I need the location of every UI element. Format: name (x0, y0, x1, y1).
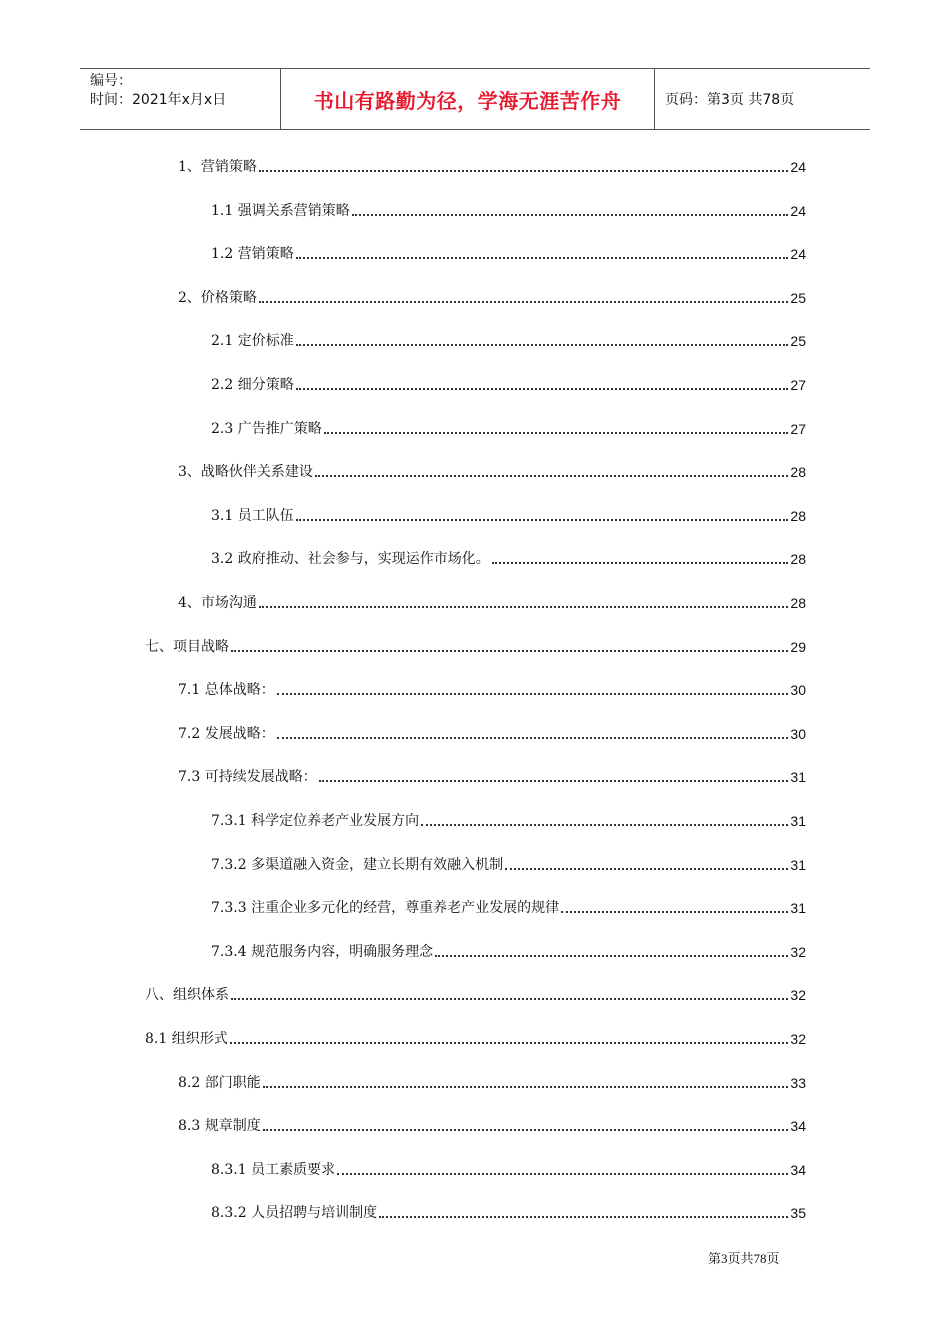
toc-entry-title: 8.3.2 人员招聘与培训制度 (211, 1205, 378, 1222)
toc-entry-title: 7.3.4 规范服务内容，明确服务理念 (211, 943, 434, 960)
toc-entry-page: 27 (790, 377, 806, 393)
toc-leader-dots (561, 911, 788, 913)
toc-entry-title: 7.2 发展战略： (178, 725, 275, 742)
toc-leader-dots (259, 170, 789, 172)
toc-leader-dots (259, 606, 789, 608)
time-label: 时间：2021年x月x日 (90, 92, 227, 108)
toc-entry[interactable] (211, 375, 806, 395)
toc-entry-page: 24 (790, 246, 806, 263)
toc-entry-title: 8.3.1 员工素质要求 (211, 1161, 336, 1178)
toc-entry-title: 3.1 员工队伍 (211, 507, 294, 524)
toc-entry-page: 35 (790, 1205, 806, 1222)
toc-leader-dots (319, 780, 789, 782)
toc-entry-title: 1.1 强调关系营销策略 (211, 202, 350, 219)
toc-entry[interactable] (211, 1203, 806, 1223)
toc-entry[interactable] (178, 1073, 806, 1093)
toc-entry-title: 7.3 可持续发展战略： (178, 769, 317, 786)
toc-entry-title: 8.3 规章制度 (178, 1118, 261, 1135)
toc-entry[interactable] (211, 898, 806, 918)
toc-entry-title: 1.2 营销策略 (211, 246, 294, 263)
motto-text: 书山有路勤为径，学海无涯苦作舟 (313, 88, 622, 113)
toc-entry[interactable] (211, 549, 806, 569)
toc-leader-dots (379, 1216, 788, 1218)
toc-entry[interactable] (178, 767, 806, 787)
toc-entry-page: 34 (790, 1118, 806, 1135)
page-footer: 第3页共78页 (708, 1251, 780, 1266)
toc-entry-title: 七、项目战略 (145, 638, 229, 655)
toc-entry-page: 28 (790, 507, 806, 524)
toc-entry-page: 31 (790, 813, 806, 829)
toc-entry-title: 2.2 细分策略 (211, 377, 294, 393)
toc-entry-page: 25 (790, 333, 806, 350)
toc-entry-title: 7.3.3 注重企业多元化的经营，尊重养老产业发展的规律 (211, 900, 560, 917)
toc-entry-page: 32 (790, 943, 806, 960)
toc-leader-dots (259, 301, 789, 303)
toc-entry-page: 34 (790, 1161, 806, 1178)
toc-entry[interactable] (178, 288, 806, 308)
toc-entry[interactable] (211, 811, 806, 831)
toc-entry[interactable] (211, 419, 806, 439)
toc-entry-title: 1、营销策略 (178, 159, 257, 175)
toc-entry-title: 3.2 政府推动、社会参与，实现运作市场化。 (211, 551, 490, 568)
toc-entry-page: 28 (790, 551, 806, 568)
toc-entry-title: 2、价格策略 (178, 289, 257, 306)
toc-entry-title: 八、组织体系 (145, 987, 229, 1004)
toc-entry-page: 31 (790, 769, 806, 786)
toc-entry[interactable] (211, 506, 806, 526)
toc-leader-dots (296, 519, 789, 521)
toc-entry-page: 25 (790, 289, 806, 306)
toc-entry-page: 29 (790, 638, 806, 655)
toc-entry[interactable] (145, 1029, 806, 1049)
toc-leader-dots (315, 475, 789, 477)
toc-leader-dots (296, 257, 789, 259)
toc-entry-title: 7.1 总体战略： (178, 682, 275, 699)
toc-entry-page: 30 (790, 682, 806, 699)
toc-leader-dots (296, 388, 789, 390)
toc-leader-dots (337, 1173, 788, 1175)
toc-entry[interactable] (211, 201, 806, 221)
toc-leader-dots (324, 432, 789, 434)
toc-entry-page: 31 (790, 900, 806, 917)
toc-leader-dots (231, 650, 788, 652)
toc-entry-page: 30 (790, 725, 806, 742)
toc-entry[interactable] (178, 680, 806, 700)
toc-entry-title: 7.3.2 多渠道融入资金，建立长期有效融入机制 (211, 856, 504, 873)
toc-entry-title: 4、市场沟通 (178, 595, 257, 611)
toc-entry-page: 27 (790, 420, 806, 437)
toc-entry[interactable] (178, 462, 806, 482)
toc-entry-title: 8.2 部门职能 (178, 1074, 261, 1091)
toc-entry-page: 24 (790, 159, 806, 175)
toc-leader-dots (277, 737, 789, 739)
toc-entry[interactable] (178, 593, 806, 613)
toc-entry-title: 7.3.1 科学定位养老产业发展方向 (211, 813, 420, 829)
toc-entry[interactable] (145, 637, 806, 657)
toc-entry[interactable] (178, 724, 806, 744)
toc-entry[interactable] (211, 331, 806, 351)
toc-entry[interactable] (211, 244, 806, 264)
toc-leader-dots (263, 1129, 789, 1131)
toc-entry-page: 33 (790, 1074, 806, 1091)
toc-leader-dots (505, 868, 788, 870)
toc-entry[interactable] (211, 1160, 806, 1180)
toc-leader-dots (421, 824, 788, 826)
toc-leader-dots (296, 344, 789, 346)
toc-entry-page: 28 (790, 595, 806, 611)
toc-leader-dots (263, 1086, 789, 1088)
number-label: 编号： (90, 73, 132, 89)
toc-leader-dots (492, 562, 789, 564)
toc-entry-page: 32 (790, 987, 806, 1004)
toc-entry-title: 2.3 广告推广策略 (211, 420, 322, 437)
toc-leader-dots (277, 693, 789, 695)
toc-leader-dots (352, 214, 789, 216)
toc-entry-title: 8.1 组织形式 (145, 1031, 228, 1047)
toc-entry-page: 28 (790, 464, 806, 481)
toc-leader-dots (435, 955, 788, 957)
toc-entry[interactable] (178, 157, 806, 177)
toc-entry[interactable] (145, 985, 806, 1005)
toc-entry[interactable] (178, 1116, 806, 1136)
toc-entry-title: 3、战略伙伴关系建设 (178, 464, 313, 481)
toc-entry[interactable] (211, 942, 806, 962)
toc-entry[interactable] (211, 855, 806, 875)
toc-entry-page: 31 (790, 856, 806, 873)
toc-entry-title: 2.1 定价标准 (211, 333, 294, 350)
toc-leader-dots (230, 1042, 789, 1044)
page-label: 页码：第3页 共78页 (665, 92, 795, 108)
toc-entry-page: 32 (790, 1031, 806, 1047)
toc-entry-page: 24 (790, 202, 806, 219)
toc-leader-dots (231, 998, 788, 1000)
